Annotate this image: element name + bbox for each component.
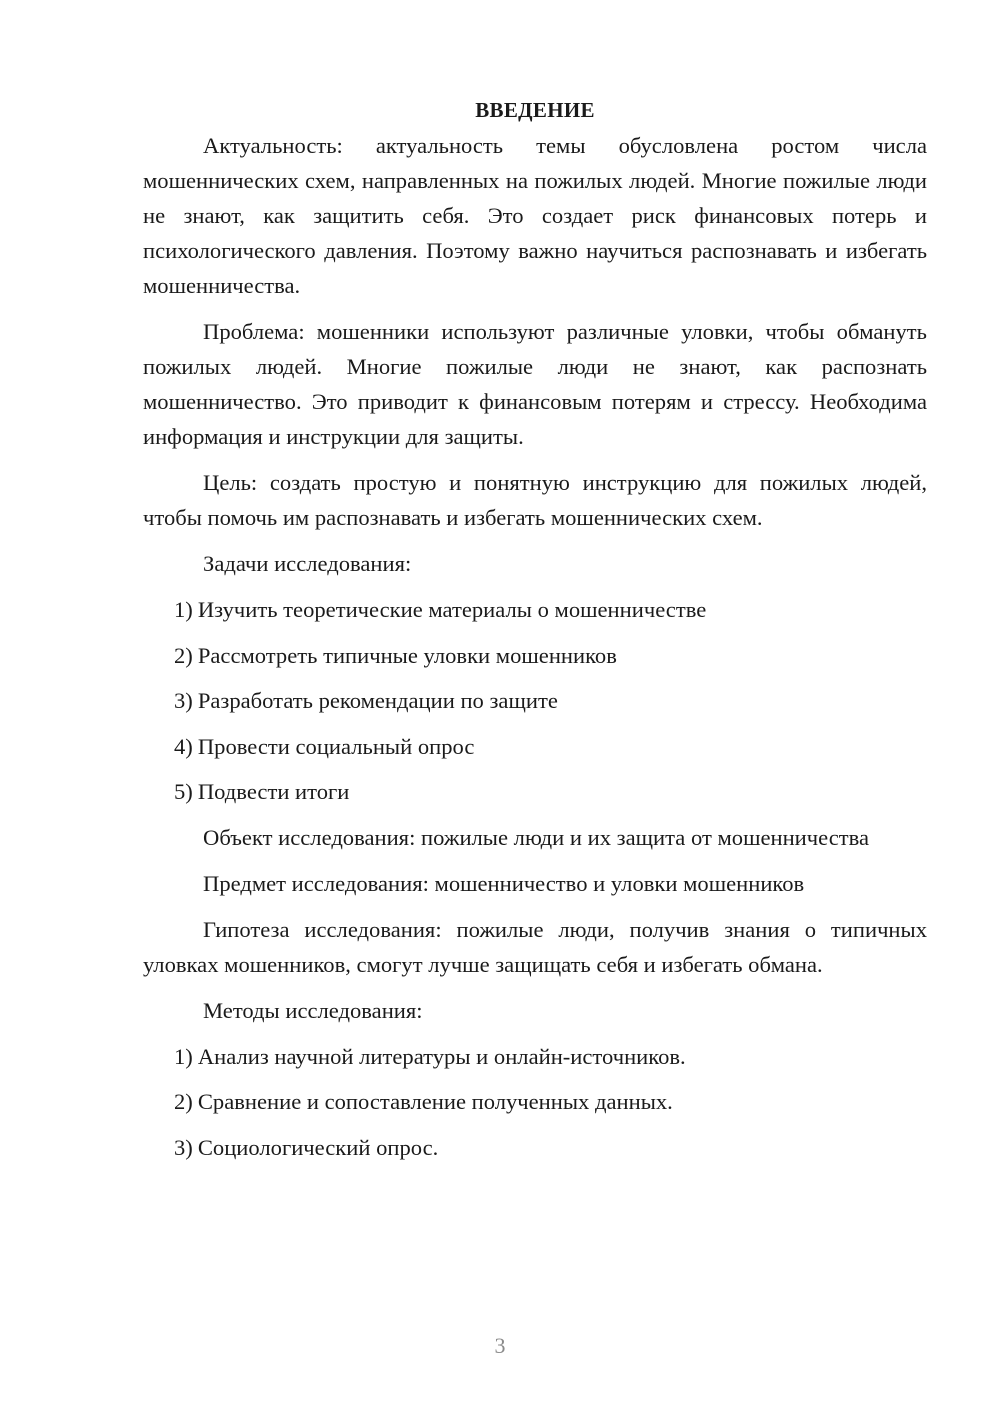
methods-heading: Методы исследования: [203, 997, 423, 1023]
page-title: ВВЕДЕНИЕ [475, 98, 595, 122]
paragraph-problem: Проблема: мошенники используют различные уловки, чтобы обмануть пожилых людей. Многие пожилые люди не знают, как распознать мошенничество. Это приводит к финансовым потерям и стрессу. Необходима информация и инструкции для защиты. [143, 319, 927, 449]
tasks-heading: Задачи исследования: [203, 551, 412, 576]
list-item-text: Провести социальный опрос [197, 733, 475, 759]
list-item [143, 683, 927, 718]
list-item [143, 774, 927, 809]
list-item [143, 638, 927, 673]
list-item-text: Изучить теоретические материалы о мошенничестве [197, 597, 707, 622]
list-item-number: 3) [174, 1134, 193, 1160]
paragraph-subject: Предмет исследования: мошенничество и уловки мошенников [203, 870, 805, 896]
list-item-text: Сравнение и сопоставление полученных данных. [197, 1089, 673, 1114]
list-item-number: 1) [174, 597, 193, 622]
list-item-number: 2) [174, 1089, 193, 1114]
list-item-text: Разработать рекомендации по защите [197, 688, 558, 713]
list-item-number: 5) [174, 779, 193, 804]
list-item-text: Анализ научной литературы и онлайн-источников. [197, 1043, 686, 1069]
list-item [143, 1084, 927, 1119]
list-item-number: 1) [174, 1043, 193, 1069]
paragraph-object: Объект исследования: пожилые люди и их защита от мошенничества [203, 824, 870, 850]
list-item-number: 3) [174, 688, 193, 713]
list-item-text: Рассмотреть типичные уловки мошенников [197, 642, 617, 668]
page-number: 3 [494, 1333, 506, 1358]
paragraph-hypothesis: Гипотеза исследования: пожилые люди, получив знания о типичных уловках мошенников, смогут лучше защищать себя и избегать обмана. [143, 916, 927, 977]
list-item-text: Социологический опрос. [197, 1134, 439, 1160]
paragraph-goal: Цель: создать простую и понятную инструкцию для пожилых людей, чтобы помочь им распознавать и избегать мошеннических схем. [143, 470, 927, 530]
list-item-text: Подвести итоги [197, 779, 350, 804]
list-item [143, 1130, 927, 1165]
list-item [143, 592, 927, 627]
paragraph-relevance: Актуальность: актуальность темы обусловлена ростом числа мошеннических схем, направленных на пожилых людей. Многие пожилые люди не знают, как защитить себя. Это создает риск финансовых потерь и психологического давления. Поэтому важно научиться распознавать и избегать мошенничества. [143, 133, 927, 298]
list-item-number: 2) [174, 642, 193, 668]
document-page [143, 92, 927, 1175]
methods-list [143, 1039, 927, 1165]
tasks-list [143, 592, 927, 809]
list-item [143, 1039, 927, 1074]
list-item [143, 729, 927, 764]
list-item-number: 4) [174, 733, 193, 759]
